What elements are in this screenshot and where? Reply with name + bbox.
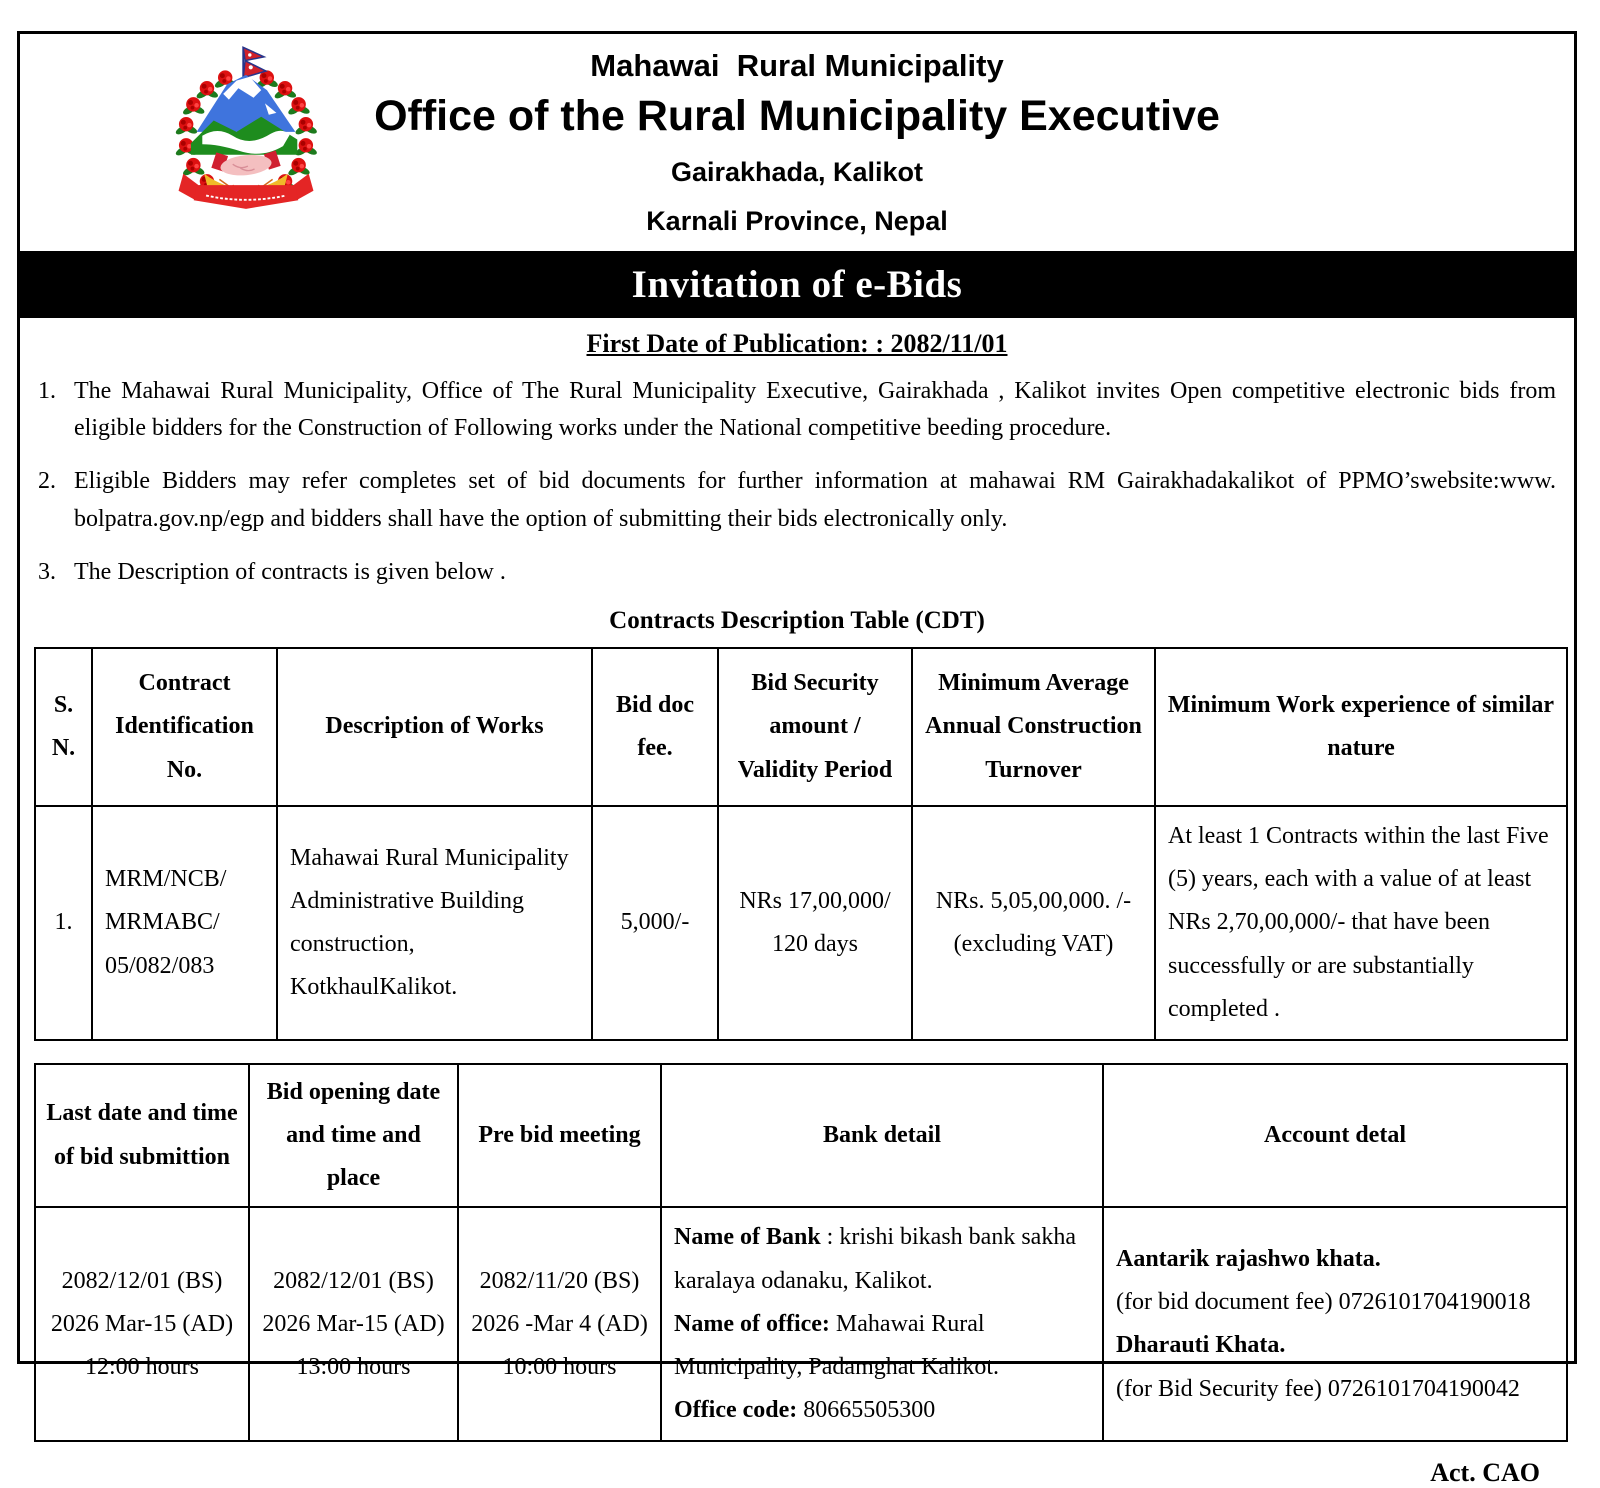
office-province: Karnali Province, Nepal	[646, 206, 948, 236]
account-line-2: (for bid document fee) 0726101704190018	[1116, 1289, 1531, 1316]
cdt-col-experience: Minimum Work experience of similar nature	[1155, 648, 1567, 806]
bank-code-label: Office code:	[674, 1397, 798, 1424]
notice-text: The Description of contracts is given below .	[74, 558, 506, 585]
schedule-col-prebid: Pre bid meeting	[458, 1064, 661, 1208]
schedule-cell-account-detail	[1103, 1207, 1567, 1441]
bank-name-value: : krishi bikash bank sakha karalaya odanaku, Kalikot.	[674, 1224, 1076, 1294]
schedule-bank-table	[34, 1063, 1568, 1443]
cdt-col-sn: S. N.	[35, 648, 92, 806]
schedule-col-opening: Bid opening date and time and place	[249, 1064, 458, 1208]
cdt-col-description: Description of Works	[277, 648, 592, 806]
account-line-4: (for Bid Security fee) 0726101704190042	[1116, 1375, 1520, 1402]
schedule-col-account-detail: Account detal	[1103, 1064, 1567, 1208]
cdt-cell-bid-security: NRs 17,00,000/ 120 days	[718, 806, 912, 1040]
bank-office-line	[674, 1303, 1090, 1389]
account-line-1: Aantarik rajashwo khata.	[1116, 1246, 1381, 1273]
cdt-table-title: Contracts Description Table (CDT)	[609, 606, 985, 634]
contracts-description-table	[34, 647, 1568, 1041]
publication-date-line: First Date of Publication: : 2082/11/01	[586, 329, 1008, 358]
schedule-cell-bank-detail	[661, 1207, 1103, 1441]
cdt-cell-description: Mahawai Rural Municipality Administrative Building construction, KotkhaulKalikot.	[277, 806, 592, 1040]
schedule-cell-submission: 2082/12/01 (BS) 2026 Mar-15 (AD) 12:00 hours	[35, 1207, 249, 1441]
schedule-cell-prebid: 2082/11/20 (BS) 2026 -Mar 4 (AD) 10:00 hours	[458, 1207, 661, 1441]
notice-text: Eligible Bidders may refer completes set of bid documents for further information at mahawai RM Gairakhadakalikot of PPMO’swebsite:www. bolpatra.gov.np/egp and bidders shall have the option of submitting their bids electronically only.	[74, 468, 1556, 532]
cdt-cell-experience: At least 1 Contracts within the last Five (5) years, each with a value of at least NRs 2,70,00,000/- that have been successfully or are substantially completed .	[1155, 806, 1567, 1040]
cdt-data-row	[35, 806, 1567, 1040]
schedule-header-row	[35, 1064, 1567, 1208]
office-address: Gairakhada, Kalikot	[670, 157, 924, 187]
notice-number: 1.	[38, 378, 56, 404]
notice-number: 3.	[38, 558, 56, 585]
bank-office-label: Name of office:	[674, 1310, 830, 1337]
cdt-cell-bid-doc-fee: 5,000/-	[592, 806, 718, 1040]
notice-item	[38, 373, 1556, 447]
bank-name-label: Name of Bank	[674, 1224, 821, 1251]
notice-item	[38, 463, 1556, 537]
document-sheet	[17, 31, 1577, 1488]
letterhead	[20, 34, 1574, 237]
notice-number: 2.	[38, 468, 56, 495]
cdt-header-row	[35, 648, 1567, 806]
bank-office-value: Mahawai Rural Municipality, Padamghat Kalikot.	[674, 1310, 1000, 1380]
cdt-cell-sn: 1.	[35, 806, 92, 1040]
bank-name-line	[674, 1216, 1090, 1302]
signature-line: Act. CAO	[1430, 1458, 1540, 1488]
cdt-col-contract-id: Contract Identification No.	[92, 648, 277, 806]
nepal-government-emblem-icon	[170, 44, 322, 216]
schedule-cell-opening: 2082/12/01 (BS) 2026 Mar-15 (AD) 13:00 hours	[249, 1207, 458, 1441]
cdt-cell-turnover: NRs. 5,05,00,000. /- (excluding VAT)	[912, 806, 1155, 1040]
schedule-col-submission: Last date and time of bid submittion	[35, 1064, 249, 1208]
municipality-name: Mahawai Rural Municipality	[590, 48, 1004, 83]
account-line-3: Dharauti Khata.	[1116, 1332, 1286, 1359]
schedule-col-bank-detail: Bank detail	[661, 1064, 1103, 1208]
schedule-data-row	[35, 1207, 1567, 1441]
notice-text: The Mahawai Rural Municipality, Office of The Rural Municipality Executive, Gairakhada , Kalikot invites Open competitive electronic bids from eligible bidders for the Construction of Following works under the National competitive beeding procedure.	[74, 378, 1556, 442]
notice-item	[38, 554, 1556, 591]
cdt-cell-contract-id: MRM/NCB/ MRMABC/ 05/082/083	[92, 806, 277, 1040]
cdt-col-turnover: Minimum Average Annual Construction Turnover	[912, 648, 1155, 806]
office-name: Office of the Rural Municipality Executive	[374, 92, 1220, 140]
notice-list	[38, 373, 1556, 591]
bank-code-line	[674, 1389, 1090, 1432]
invitation-banner	[20, 251, 1574, 318]
cdt-col-bid-security: Bid Security amount / Validity Period	[718, 648, 912, 806]
cdt-col-bid-doc-fee: Bid doc fee.	[592, 648, 718, 806]
invitation-banner-title: Invitation of e-Bids	[631, 263, 963, 306]
bank-code-value: 80665505300	[797, 1397, 936, 1424]
